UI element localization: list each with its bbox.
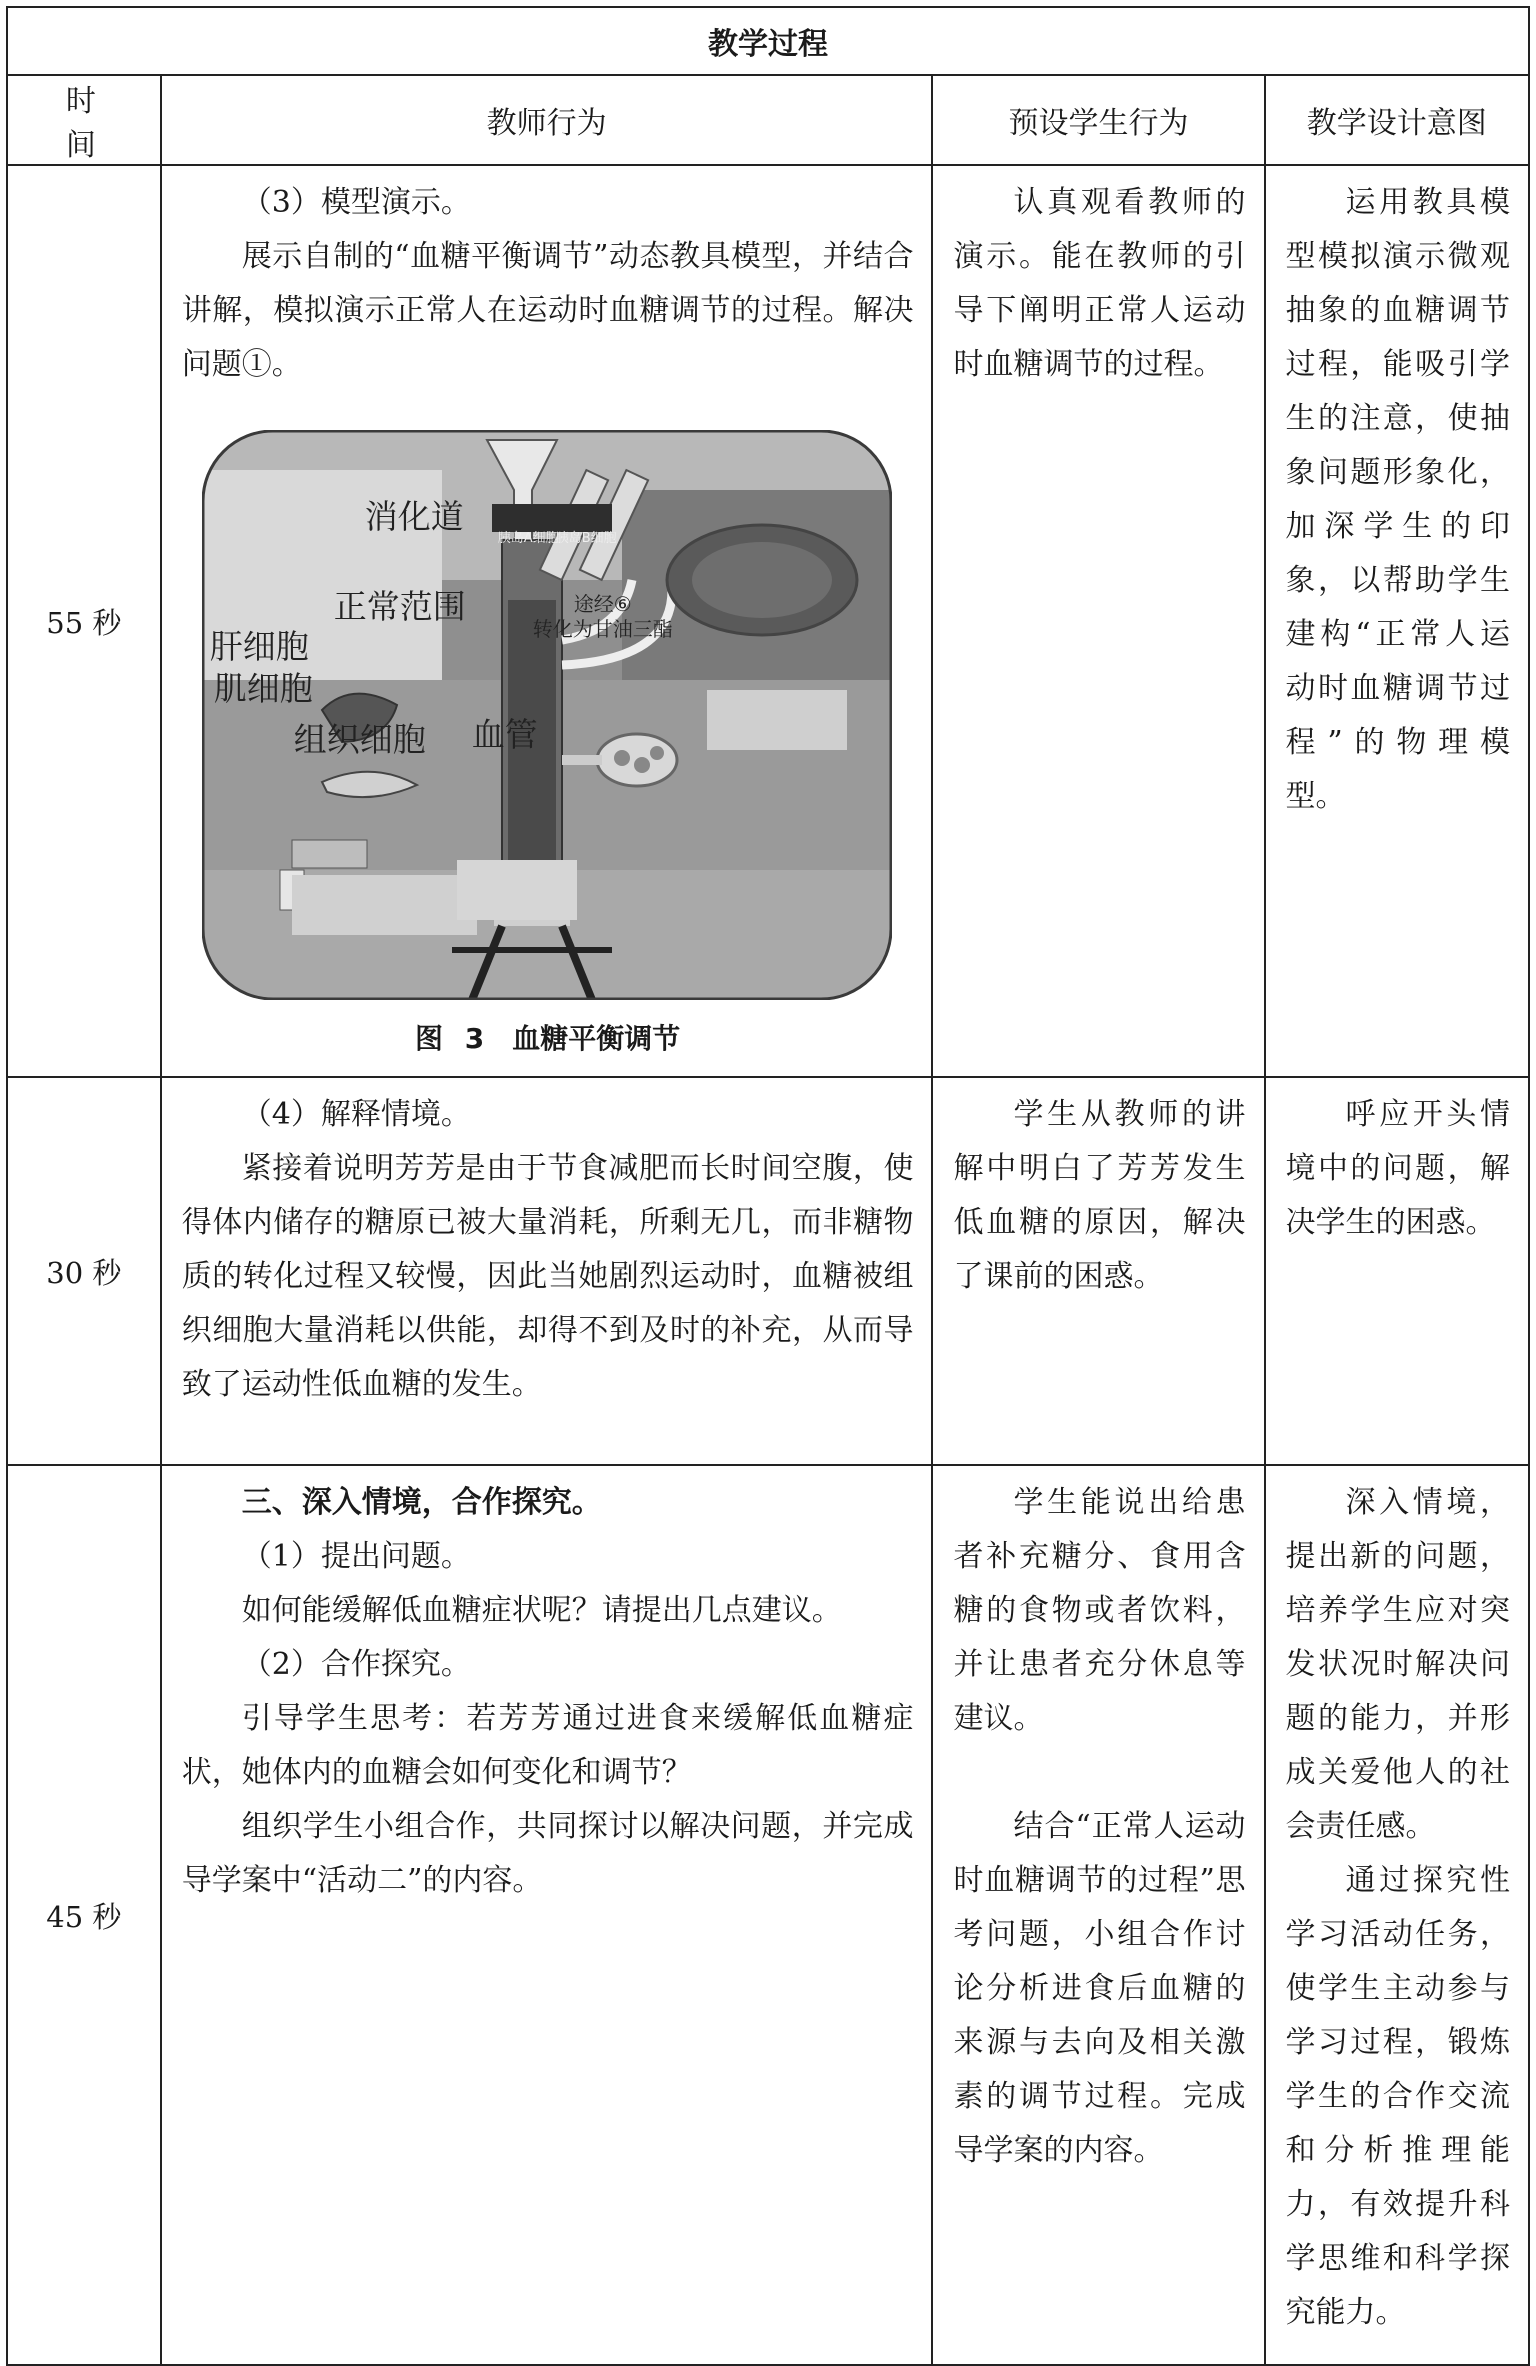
time-cell: 45 秒 [7,1465,161,2365]
teacher-text: 展示自制的“血糖平衡调节”动态教具模型，并结合讲解，模拟演示正常人在运动时血糖调节的过程。解决问题①。 [181,239,914,382]
label-normal-range: 正常范围 [333,587,466,626]
label-vessel: 血管 [471,715,538,754]
intent-text: 运用教具模型模拟演示微观抽象的血糖调节过程，能吸引学生的注意，使抽象问题形象化，加深学生的印象，以帮助学生建构“正常人运动时血糖调节过程”的物理模型。 [1285,185,1510,814]
student-cell [932,1465,1264,2365]
intent-cell [1265,1077,1529,1465]
teacher-text: （2）合作探究。 [241,1647,471,1682]
time-cell: 55 秒 [7,165,161,1077]
label-tissue: 组织细胞 [293,720,426,759]
label-beta: 胰岛B细胞 [555,531,617,546]
teacher-cell [161,1077,933,1465]
section-heading: 三、深入情境，合作探究。 [241,1485,602,1520]
label-muscle: 肌细胞 [213,669,313,708]
figure-caption: 图 3 血糖平衡调节 [414,1022,681,1055]
teacher-text: 如何能缓解低血糖症状呢？请提出几点建议。 [241,1593,842,1628]
header-teacher: 教师行为 [161,75,933,165]
student-text: 认真观看教师的演示。能在教师的引导下阐明正常人运动时血糖调节的过程。 [953,185,1246,382]
label-path6 [518,592,688,642]
table-row [7,1077,1529,1465]
teacher-cell [161,165,933,1077]
intent-text: 呼应开头情境中的问题，解决学生的困惑。 [1285,1097,1510,1240]
intent-cell [1265,1465,1529,2365]
header-time: 时间 [7,75,161,165]
label-path6-line2: 转化为甘油三酯 [532,617,673,641]
student-cell [932,1077,1264,1465]
intent-cell [1265,165,1529,1077]
header-intent: 教学设计意图 [1265,75,1529,165]
teacher-cell [161,1465,933,2365]
teacher-text: 紧接着说明芳芳是由于节食减肥而长时间空腹，使得体内储存的糖原已被大量消耗，所剩无几，而非糖物质的转化过程又较慢，因此当她剧烈运动时，血糖被组织细胞大量消耗以供能，却得不到及时的补充，从而导致了运动性低血糖的发生。 [181,1151,914,1402]
intent-text: 深入情境，提出新的问题，培养学生应对突发状况时解决问题的能力，并形成关爱他人的社会责任感。 [1285,1485,1510,1844]
label-digestive: 消化道 [364,497,464,536]
table-caption: 教学过程 [7,7,1529,75]
table-row [7,1465,1529,2365]
student-text: 学生能说出给患者补充糖分、食用含糖的食物或者饮料，并让患者充分休息等建议。 [953,1485,1246,1736]
label-alpha: 胰岛A细胞 [497,531,559,546]
time-cell: 30 秒 [7,1077,161,1465]
teacher-text: 引导学生思考：若芳芳通过进食来缓解低血糖症状，她体内的血糖会如何变化和调节？ [181,1701,914,1790]
figure [182,430,914,1066]
student-text: 学生从教师的讲解中明白了芳芳发生低血糖的原因，解决了课前的困惑。 [953,1097,1246,1294]
teacher-text: （3）模型演示。 [241,185,471,220]
student-cell [932,165,1264,1077]
label-liver: 肝细胞 [209,627,309,666]
teaching-process-table [6,6,1530,2366]
blood-sugar-model-photo [202,430,892,1000]
table-row [7,165,1529,1077]
intent-text: 通过探究性学习活动任务，使学生主动参与学习过程，锻炼学生的合作交流和分析推理能力，有效提升科学思维和科学探究能力。 [1285,1863,1510,2330]
teacher-text: 组织学生小组合作，共同探讨以解决问题，并完成导学案中“活动二”的内容。 [181,1809,914,1898]
teacher-text: （1）提出问题。 [241,1539,471,1574]
label-path6-line1: 途经⑥ [573,592,632,616]
student-text: 结合“正常人运动时血糖调节的过程”思考问题，小组合作讨论分析进食后血糖的来源与去向及相关激素的调节过程。完成导学案的内容。 [953,1809,1246,2168]
header-student: 预设学生行为 [932,75,1264,165]
teacher-text: （4）解释情境。 [241,1097,471,1132]
